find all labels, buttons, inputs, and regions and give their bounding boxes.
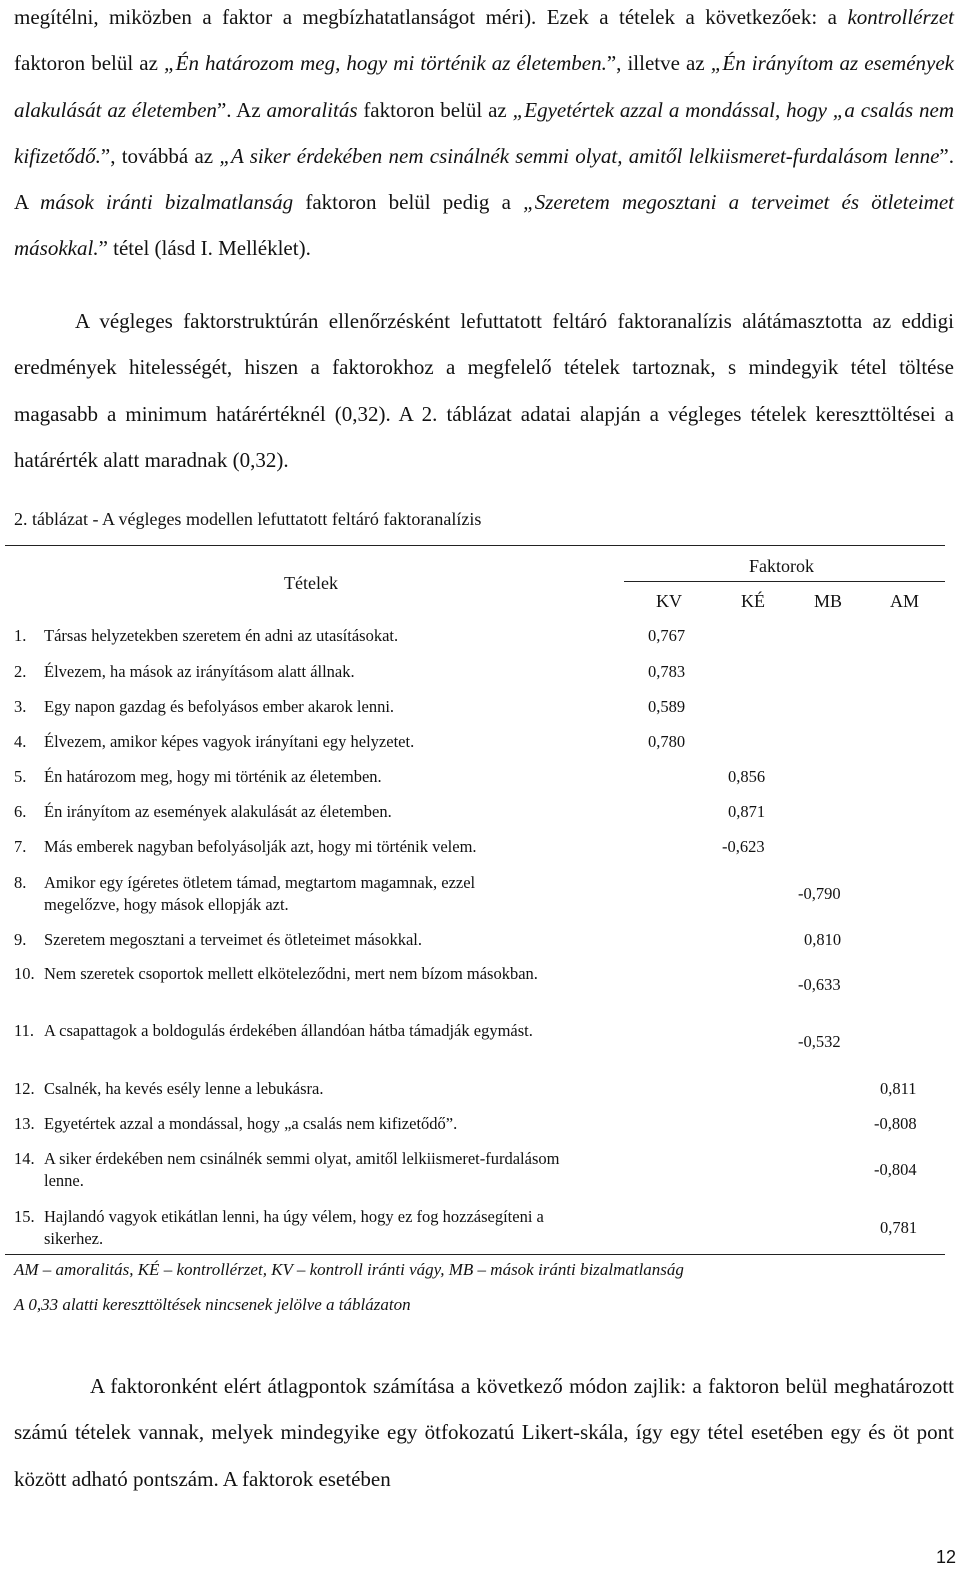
factor-header-ke: KÉ <box>741 591 765 611</box>
body-paragraph-3: A faktoronként elért átlagpontok számítása a következő módon zajlik: a faktoron belül meghatározott számú tételek vannak, melyek mindegyike egy ötfokozatú Likert-skála, így egy tétel esetében egy és öt pont között adható pontszám. A faktorok esetében <box>14 1374 954 1491</box>
factor-loading-value: 0,783 <box>648 662 686 681</box>
factor-loading-value: -0,623 <box>722 837 765 856</box>
italic-quote-segment: „A siker érdekében nem csinálnék semmi olyat, amitől lelkiismeret-furdalásom lenne <box>219 143 940 168</box>
row-item-text: Élvezem, amikor képes vagyok irányítani egy helyzetet. <box>44 732 415 751</box>
table-legend-note: AM – amoralitás, KÉ – kontrollérzet, KV – kontroll iránti vágy, MB – mások iránti bizalmatlanság <box>14 1260 684 1279</box>
row-number: 9. <box>14 930 27 949</box>
factor-loading-value: -0,804 <box>874 1160 917 1179</box>
row-number: 6. <box>14 802 27 821</box>
row-number: 2. <box>14 662 27 681</box>
factor-loading-value: 0,780 <box>648 732 686 751</box>
text-segment: faktoron belül az <box>357 97 513 122</box>
text-segment: faktoron belül az <box>14 51 164 76</box>
factor-loading-value: 0,781 <box>880 1218 918 1237</box>
row-number: 13. <box>14 1114 35 1133</box>
table-caption: 2. táblázat - A végleges modellen lefuttatott feltáró faktoranalízis <box>14 509 482 529</box>
text-segment: ”, továbbá az <box>100 143 220 168</box>
row-number: 1. <box>14 626 27 645</box>
factor-loading-value: 0,811 <box>880 1079 917 1098</box>
factor-header-mb: MB <box>814 591 843 611</box>
text-segment: ”. A <box>14 143 954 215</box>
row-number: 15. <box>14 1207 35 1226</box>
factor-header-kv: KV <box>656 591 682 611</box>
factor-loading-value: 0,856 <box>728 767 766 786</box>
row-number: 12. <box>14 1079 35 1098</box>
row-number: 3. <box>14 697 27 716</box>
table-top-rule <box>5 545 945 546</box>
row-number: 5. <box>14 767 27 786</box>
italic-quote-segment: „Én irányítom az események alakulását az életemben <box>14 51 954 122</box>
factor-loading-value: 0,589 <box>648 697 686 716</box>
row-item-text: Társas helyzetekben szeretem én adni az utasításokat. <box>44 626 399 645</box>
factor-header-am: AM <box>890 591 920 611</box>
row-number: 10. <box>14 964 35 983</box>
factor-loading-value: 0,767 <box>648 626 686 645</box>
row-item-text: Nem szeretek csoportok mellett elköteleződni, mert nem bízom másokban. <box>44 964 538 983</box>
text-segment: ” tétel (lásd I. Melléklet). <box>98 236 311 261</box>
text-segment: faktoron belül pedig a <box>293 190 524 215</box>
factor-loading-value: -0,808 <box>874 1114 917 1133</box>
row-item-text: Egyetértek azzal a mondással, hogy „a csalás nem kifizetődő”. <box>44 1114 458 1133</box>
body-paragraph-2: A végleges faktorstruktúrán ellenőrzésként lefuttatott feltáró faktoranalízis alátámasztotta az eddigi eredmények hitelességét, hiszen a faktorokhoz a megfelelő tételek tartoznak, s mindegyik tétel töltése magasabb a minimum határértéknél (0,32). A 2. táblázat adatai alapján a végleges tételek kereszttöltései a határérték alatt maradnak (0,32). <box>14 309 954 472</box>
factor-loading-value: 0,810 <box>804 930 842 949</box>
row-number: 4. <box>14 732 27 751</box>
row-item-text: Egy napon gazdag és befolyásos ember akarok lenni. <box>44 697 395 716</box>
row-item-text: Amikor egy ígéretes ötletem támad, megtartom magamnak, ezzel megelőzve, hogy mások ellopják azt. <box>44 873 476 914</box>
row-item-text: Én határozom meg, hogy mi történik az életemben. <box>44 767 382 786</box>
italic-quote-segment: „Én határozom meg, hogy mi történik az életemben. <box>163 51 607 76</box>
text-segment: megítélni, miközben a faktor a megbízhatatlanságot méri). Ezek a tételek a következőek: a <box>14 5 848 29</box>
factor-loading-value: -0,790 <box>798 884 841 903</box>
table-bottom-rule <box>5 1254 945 1255</box>
row-item-text: Én irányítom az események alakulását az életemben. <box>44 802 392 821</box>
body-paragraph-1 <box>14 0 954 272</box>
factor-loading-value: -0,532 <box>798 1032 841 1051</box>
italic-quote-segment: amoralitás <box>266 97 358 122</box>
italic-quote-segment: mások iránti bizalmatlanság <box>40 190 294 215</box>
row-number: 8. <box>14 873 27 892</box>
row-number: 14. <box>14 1149 35 1168</box>
row-number: 7. <box>14 837 27 856</box>
row-number: 11. <box>14 1021 35 1040</box>
page-number: 12 <box>935 1547 956 1567</box>
row-item-text: A siker érdekében nem csinálnék semmi olyat, amitől lelkiismeret-furdalásom lenne. <box>44 1149 560 1190</box>
row-item-text: Más emberek nagyban befolyásolják azt, hogy mi történik velem. <box>44 837 477 856</box>
italic-quote-segment: „Egyetértek azzal a mondással, hogy „a csalás nem kifizetődő. <box>14 97 955 168</box>
column-header-items: Tételek <box>284 573 338 593</box>
factors-underline <box>624 581 945 582</box>
column-header-factors: Faktorok <box>749 556 814 576</box>
table-threshold-note: A 0,33 alatti kereszttöltések nincsenek jelölve a táblázaton <box>14 1295 411 1314</box>
row-item-text: A csapattagok a boldogulás érdekében állandóan hátba támadják egymást. <box>44 1021 533 1040</box>
row-item-text: Hajlandó vagyok etikátlan lenni, ha úgy vélem, hogy ez fog hozzásegíteni a sikerhez. <box>44 1207 544 1248</box>
row-item-text: Élvezem, ha mások az irányításom alatt állnak. <box>44 662 355 681</box>
italic-quote-segment: kontrollérzet <box>847 5 954 29</box>
factor-loading-value: -0,633 <box>798 975 841 994</box>
text-segment: ”, illetve az <box>606 51 711 76</box>
italic-quote-segment: „Szeretem megosztani a terveimet és ötleteimet másokkal. <box>14 190 954 261</box>
row-item-text: Csalnék, ha kevés esély lenne a lebukásra. <box>44 1079 324 1098</box>
factor-loading-value: 0,871 <box>728 802 766 821</box>
row-item-text: Szeretem megosztani a terveimet és ötleteimet másokkal. <box>44 930 422 949</box>
text-segment: ”. Az <box>216 97 267 122</box>
